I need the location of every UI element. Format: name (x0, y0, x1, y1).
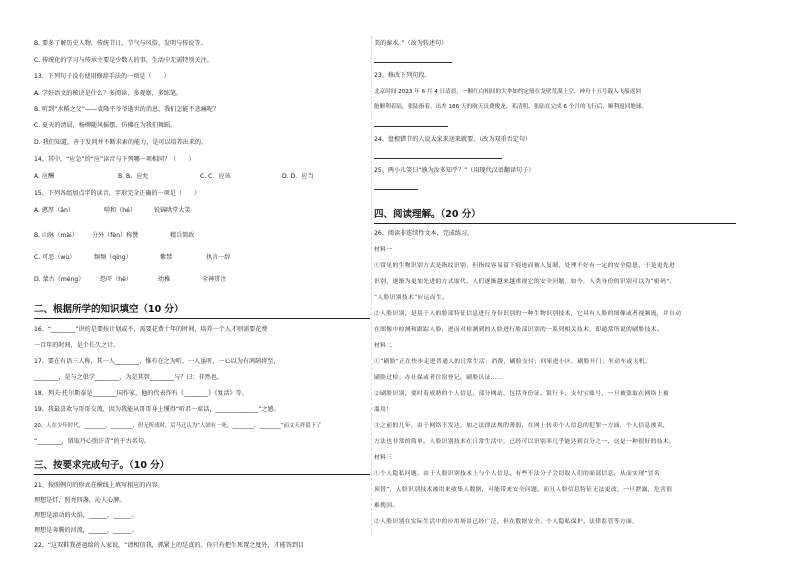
m1-p1-line1: ①常见的生物识别方式是指纹识别，但指纹容易留下痕迹而被人复制，处理不好有一定的安全隐患，于是更先进 (374, 263, 676, 269)
section-4-rule (374, 223, 736, 224)
q15-b-1: B. 山脉（mài） (34, 232, 78, 239)
q15-d-2: 恐吓（hè） (100, 276, 132, 283)
q14-option-c[interactable]: C. C．应该 (200, 173, 231, 180)
m3-p1-line2: 顶替”，人脸识别技术被用来收集人数据，可能带来安全问题。而且人脸信息特征无法更改，一旦泄露，危害很 (374, 487, 673, 493)
q21-example: 理想是灯，照亮四盏，沁人心脾。 (34, 497, 126, 504)
q24-answer-line[interactable] (374, 158, 502, 159)
q20-line2: “________，留取丹心照汗青”的千古名句。 (34, 438, 151, 445)
m3-p2-line1: ②人脸识别在实际生活中的应用场景已经广泛，但在数据安全、个人隐私保护、法律监管等方面， (374, 519, 639, 525)
q24-stem: 24、盘根错节的人说大家来送来就要。（改为双重否定句） (374, 136, 532, 143)
q15-c-2: 频频（qíng） (94, 254, 132, 261)
q17-line1: 17、要在有语三人称，其一人________，惟有在之为听。一人虽听，一心以为有鸿鹄将至， (34, 358, 280, 365)
q23-answer-line[interactable] (374, 126, 448, 127)
q19: 19、我最喜欢与哥哥交流，因为我能从哥哥身上懂得“听君一席话，______________”之感。 (34, 406, 280, 413)
q23-text-line1: 北京时间 2023 年 6 月 4 日清晨，一颗红白相间的大伞如约定般在戈壁荒漠上空，神舟十五号载人飞船返回 (374, 89, 641, 95)
q12-option-c: C. 传统化的学习与传承主要是少数人的事，生活中无需特别关注。 (34, 57, 213, 64)
q21-stem: 21、按照例句的形式在横线上填写相应的内容。 (34, 482, 164, 489)
q13-option-b: B. 听到“水稻之父”——袁隆平爷爷逝世的消息，我们怎能不悲痛呢？ (34, 106, 219, 113)
q15-a-1: A. 憨厚（ān） (34, 207, 74, 214)
q12-option-b: B. 要多了解历史人物、传统节日、节气与风俗、发明与传说等。 (34, 40, 207, 47)
q15-c-1: C. 可恶（wù） (34, 254, 76, 261)
material-3-label: 材料三 (374, 455, 393, 461)
m2-p2-line1: ②刷脸识别，要时着成熟的个人信息，部分网站，包括身份证、银行卡、支付宝账号，一旦被盗取在网络上被 (374, 391, 670, 397)
m2-p3-line2: 方法也非常的简单。人脸识别技术在日常生活中，已经可以识别率几乎能达到百分之一，这是一种很好的技术。 (374, 439, 676, 445)
section-2-rule (34, 318, 370, 319)
section-4-title: 四、阅读理解。（20 分） (374, 209, 481, 220)
q15-d-4: 全神贯注 (202, 276, 227, 283)
m2-p2-line2: 滥用！ (374, 407, 393, 413)
q15-d-1: D. 蒙古（méng） (34, 276, 85, 283)
material-1-label: 材料一 (374, 247, 393, 253)
q13-stem: 13、下列句子没有使用修辞手法的一项是（ ） (34, 73, 170, 80)
m3-p1-line3: 难挽回。 (374, 503, 399, 509)
right-column (374, 0, 764, 562)
m1-p2-line2: 在图像中检测和跟踪人脸，进而对检测到的人脸进行脸部识别的一系列相关技术，即通常所说的刷脸技术。 (374, 327, 663, 333)
left-column-content (34, 0, 374, 562)
q17-line2: ________，是与之俱学________，为是其智________与？曰：非然也。 (34, 374, 223, 381)
q20-line1: 20、人在少年时代，________，________，但无所成时，后马迁认为“人固有一死，________，________”而文天祥留下了 (34, 423, 322, 429)
q23-stem: 23、修改下列句段。 (374, 72, 431, 79)
q21-blank-b[interactable]: 理想是奔腾的河流，______，______。 (34, 527, 138, 534)
q15-c-3: 紫禁 (160, 254, 173, 261)
q22-continued: 美的秦水。”（改为转述句） (374, 40, 448, 47)
q25-stem: 25、两小儿笑曰“孰为汝多知乎？”（用现代汉语翻译句子） (374, 167, 535, 174)
m2-p1-line1: ①“刷脸”正在快步走进普通人的日常生活：消费，刷脸支付；回家进小区，刷脸开门；坐动车或飞机， (374, 359, 652, 365)
q14-option-d[interactable]: D. D．应当 (282, 173, 314, 180)
q15-d-3: 幼稚 (158, 276, 171, 283)
q13-option-d: D. 我们知道，善于发问并不断求索的能力，是可以培养出来的。 (34, 139, 208, 146)
m1-p1-line3: “人脸识别技术”应运而生。 (374, 295, 449, 301)
q14-option-b[interactable]: B. B．应允 (118, 173, 149, 180)
q14-stem: 14、其中，“应急”的“应”读音与下列哪一项相同？（ ） (34, 156, 195, 163)
q15-a-2: 啃和（hé） (104, 207, 136, 214)
section-3-title: 三、按要求完成句子。（10 分） (34, 460, 170, 471)
q16-line1: 16、“________”讲的是要按计划或不，需要花费十年的时间，培养一个人才则需要花费 (34, 326, 268, 333)
q22-stem: 22、“这双鞋我爸爸给的人家说，“请相信我，抓紧上的是真的。你只有把生死置之度外，才能答到目 (34, 542, 305, 549)
m2-p1-line2: 刷脸过检；办社保或者住宿登记，刷脸认证…… (374, 375, 504, 381)
q22-answer-line[interactable] (374, 62, 452, 63)
q15-b-2: 分外（fèn）称赞 (92, 232, 139, 239)
q23-text-line2: 舱顺利着陆，张陆指着，出差 186 天的航天员费俊龙、邓清明、张陆在完成 6 个月的飞行后，顺利返回地球。 (374, 104, 648, 110)
q13-option-a: A. 学好语文的秘诀是什么？多阅读，多观察，多练笔。 (34, 90, 183, 97)
q15-stem: 15、下列各组加点字的读音，字形完全正确的一项是（ ） (34, 190, 201, 197)
q15-c-4: 执言一辞 (206, 254, 231, 261)
q21-blank-a[interactable]: 理想是滚动的火焰，______，______。 (34, 512, 138, 519)
section-2-title: 二、根据所学的知识填空（10 分） (34, 304, 184, 315)
m3-p1-line1: ①个人隐私问题。由于人脸识别技术上与个人信息，有些不法分子会窃取人们的面部信息，从而实现”冒名 (374, 471, 661, 477)
material-2-label: 材料二 (374, 343, 393, 349)
column-divider (371, 36, 372, 536)
q25-answer-line[interactable] (374, 189, 418, 190)
q13-option-c: C. 夏天的清晨，杨柳随风摇摆，仿佛在为我们舞蹈。 (34, 122, 177, 129)
m1-p2-line1: ②人脸识别，是基于人的脸部特征信息进行身份识别的一种生物识别技术，它具有人脸的图像或者视频流，并自动 (374, 311, 682, 317)
q26-stem: 26、阅读非连续性文本，完成练习。 (374, 230, 474, 237)
q15-b-3: 精兵简政 (170, 232, 195, 239)
q18: 18、列夫·托尔斯泰是________国作家，他的代表作有《________》《复活》等。 (34, 390, 248, 397)
section-3-rule (34, 474, 370, 475)
q16-line2: 一百年的时间，是个长久之计。 (34, 342, 120, 349)
m1-p1-line2: 识别，逐渐为更加先进的方式取代，人们逐渐越来越重视它的安全问题，如今，人类身份的识别可以为“密码”、 (374, 279, 676, 285)
q14-option-a[interactable]: A. 应酬 (34, 173, 55, 180)
m2-p3-line1: ③之前的几年，由于网络不发达，加之法律法规的薄弱，在网上转卖个人信息的犯罪一方面，个人信息被卖， (374, 423, 670, 429)
q15-a-3: 锐锦哄堂大笑 (154, 207, 191, 214)
